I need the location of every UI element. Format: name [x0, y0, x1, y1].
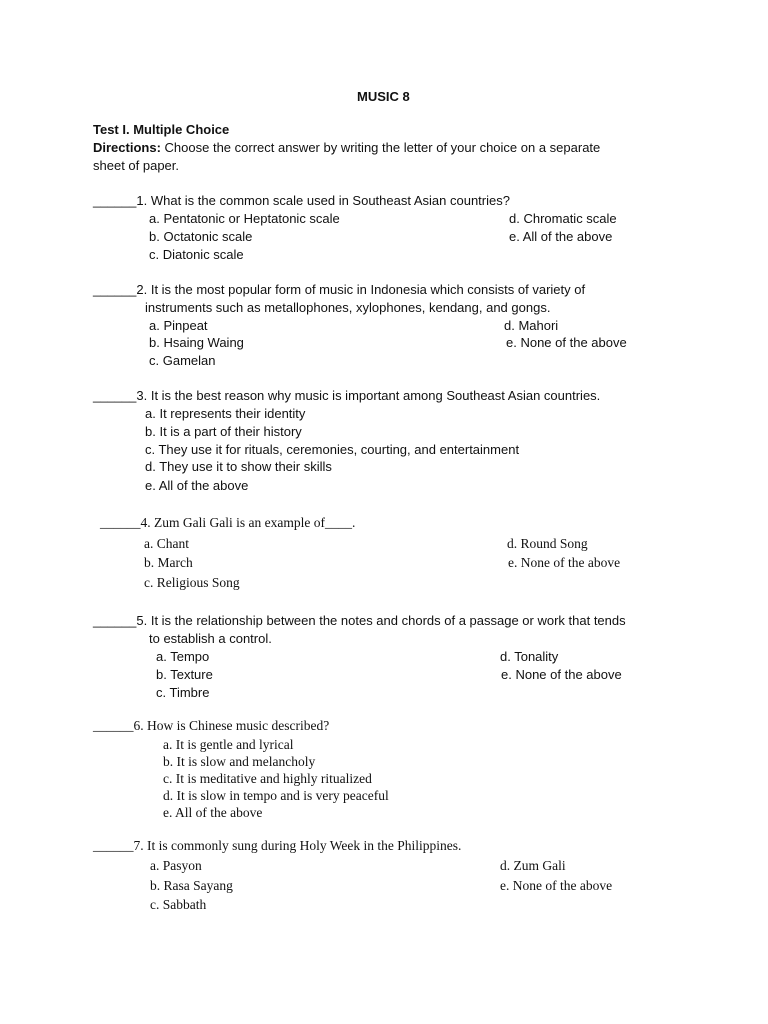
question-6-option-e: e. All of the above [163, 805, 263, 820]
question-2-option-c: c. Gamelan [149, 353, 216, 368]
question-6-option-d: d. It is slow in tempo and is very peaceful [163, 788, 389, 803]
question-6-option-c: c. It is meditative and highly ritualized [163, 771, 372, 786]
question-2-stem-cont: instruments such as metallophones, xylophones, kendang, and gongs. [145, 300, 551, 315]
question-2-option-d: d. Mahori [504, 318, 559, 333]
question-1-stem: ______1. What is the common scale used in Southeast Asian countries? [93, 193, 510, 208]
question-7-stem: ______7. It is commonly sung during Holy Week in the Philippines. [93, 838, 462, 853]
question-5-stem: ______5. It is the relationship between the notes and chords of a passage or work that tends [93, 613, 626, 628]
question-3-option-b: b. It is a part of their history [145, 424, 302, 439]
question-5-option-d: d. Tonality [500, 649, 559, 664]
question-5-stem-cont: to establish a control. [149, 631, 272, 646]
question-6-option-a: a. It is gentle and lyrical [163, 737, 294, 752]
question-4-option-d: d. Round Song [507, 536, 588, 551]
question-5-option-e: e. None of the above [501, 667, 622, 682]
question-7-option-c: c. Sabbath [150, 897, 207, 912]
question-2-stem: ______2. It is the most popular form of music in Indonesia which consists of variety of [93, 282, 586, 297]
test-title: Test I. Multiple Choice [93, 122, 230, 137]
question-3-option-a: a. It represents their identity [145, 406, 306, 421]
question-5-option-b: b. Texture [156, 667, 213, 682]
question-1-option-b: b. Octatonic scale [149, 229, 253, 244]
question-7-option-e: e. None of the above [500, 878, 613, 893]
question-1-option-e: e. All of the above [509, 229, 613, 244]
question-1-option-a: a. Pentatonic or Heptatonic scale [149, 211, 340, 226]
question-4-option-c: c. Religious Song [144, 575, 240, 590]
question-3-option-c: c. They use it for rituals, ceremonies, courting, and entertainment [145, 442, 520, 457]
question-7-option-b: b. Rasa Sayang [150, 878, 233, 893]
question-3-option-e: e. All of the above [145, 478, 249, 493]
page-title: MUSIC 8 [357, 89, 410, 104]
question-1-option-c: c. Diatonic scale [149, 247, 244, 262]
question-4-option-e: e. None of the above [508, 555, 621, 570]
question-6-option-b: b. It is slow and melancholy [163, 754, 316, 769]
question-7-option-a: a. Pasyon [150, 858, 202, 873]
question-3-option-d: d. They use it to show their skills [145, 459, 332, 474]
directions-label: Directions: [93, 140, 161, 155]
question-5-option-a: a. Tempo [156, 649, 210, 664]
question-2-option-b: b. Hsaing Waing [149, 335, 244, 350]
question-4-option-b: b. March [144, 555, 193, 570]
question-2-option-a: a. Pinpeat [149, 318, 208, 333]
question-4-option-a: a. Chant [144, 536, 189, 551]
question-6-stem: ______6. How is Chinese music described? [93, 718, 330, 733]
question-5-option-c: c. Timbre [156, 685, 210, 700]
directions-text-2: sheet of paper. [93, 158, 180, 173]
question-1-option-d: d. Chromatic scale [509, 211, 617, 226]
directions [93, 140, 600, 156]
directions-text: Choose the correct answer by writing the letter of your choice on a separate [164, 140, 601, 155]
question-2-option-e: e. None of the above [506, 335, 627, 350]
question-3-stem: ______3. It is the best reason why music is important among Southeast Asian countries. [93, 388, 601, 403]
question-7-option-d: d. Zum Gali [500, 858, 566, 873]
question-4-stem: ______4. Zum Gali Gali is an example of____. [100, 515, 356, 530]
